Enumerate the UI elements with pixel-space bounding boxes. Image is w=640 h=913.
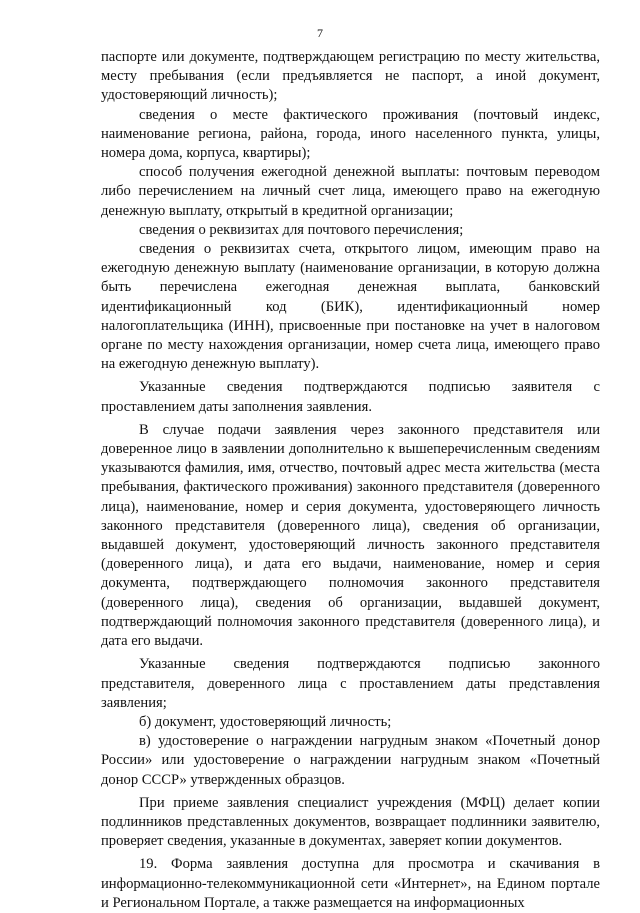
paragraph: При приеме заявления специалист учреждения (МФЦ) делает копии подлинников представленных документов, возвращает подлинники заявителю, проверяет сведения, указанные в документах, заверяет копии документов. — [101, 794, 600, 850]
paragraph: способ получения ежегодной денежной выплаты: почтовым переводом либо перечислением на личный счет лица, имеющего право на ежегодную денежную выплату, открытый в кредитной организации; — [101, 164, 600, 219]
paragraph: сведения о месте фактического проживания (почтовый индекс, наименование региона, района, города, иного населенного пункта, улицы, номера дома, корпуса, квартиры); — [101, 106, 600, 162]
body-text — [101, 48, 600, 913]
page-number: 7 — [317, 26, 323, 40]
paragraph: Указанные сведения подтверждаются подписью законного представителя, доверенного лица с проставлением даты представления заявления; — [101, 656, 600, 711]
paragraph: сведения о реквизитах счета, открытого лицом, имеющим право на ежегодную денежную выплату (наименование организации, в которую должна быть перечислена ежегодная денежная выплата, банковский идентификационный код (БИК), идентификационный номер налогоплательщика (ИНН), присвоенные при постановке на учет в налоговом органе по месту нахождения организации, номер счета лица, имеющего право на ежегодную денежную выплату). — [101, 241, 600, 373]
paragraph: В случае подачи заявления через законного представителя или доверенное лицо в заявлении дополнительно к вышеперечисленным сведениям указываются фамилия, имя, отчество, почтовый адрес места жительства (места пребывания, фактического проживания) законного представителя (доверенного лица), наименование, номер и серия документа, удостоверяющего личность законного представителя (доверенного лица), сведения об организации, выдавшей документ, удостоверяющий личность законного представителя (доверенного лица), и дата его выдачи, наименование, номер и серия документа, подтверждающего полномочия законного представителя (доверенного лица), сведения об организации, выдавшей документ, подтверждающий полномочия законного представителя (доверенного лица), и дата его выдачи. — [101, 421, 600, 650]
paragraph: Указанные сведения подтверждаются подписью заявителя с проставлением даты заполнения заявления. — [101, 379, 600, 415]
paragraph: б) документ, удостоверяющий личность; — [139, 713, 392, 730]
paragraph: паспорте или документе, подтверждающем регистрацию по месту жительства, месту пребывания (если предъявляется не паспорт, а иной документ, удостоверяющий личность); — [101, 49, 600, 104]
paragraph: 19. Форма заявления доступна для просмотра и скачивания в информационно-телекоммуникационной сети «Интернет», на Едином портале и Региональном Портале, а также размещается на информационных — [101, 856, 600, 911]
paragraph: сведения о реквизитах для почтового перечисления; — [139, 221, 464, 238]
paragraph: в) удостоверение о награждении нагрудным знаком «Почетный донор России» или удостоверение о награждении нагрудным знаком «Почетный донор СССР» утвержденных образцов. — [101, 733, 600, 788]
